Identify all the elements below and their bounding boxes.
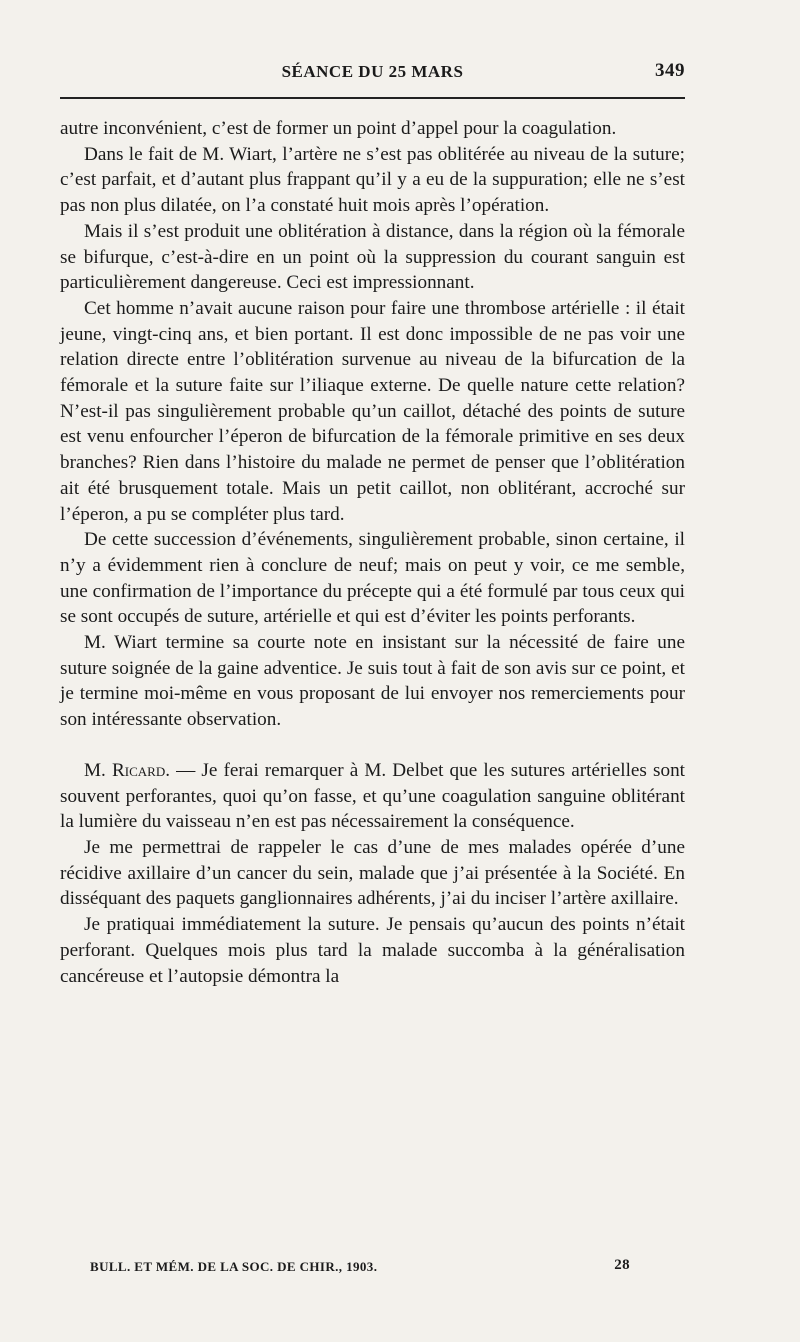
page-footer xyxy=(90,1255,630,1279)
header-title: SÉANCE DU 25 MARS xyxy=(281,62,464,81)
ricard-text: . — Je ferai remarquer à M. Delbet que les sutures artérielles sont souvent perforantes, quoi qu’on fasse, et qu’une coagulation sanguine oblitérant la lumière du vaisseau n’en est pas nécessairement la conséquence. xyxy=(60,759,685,833)
speaker-prefix: M. xyxy=(84,759,112,781)
paragraph: M. Wiart termine sa courte note en insistant sur la nécessité de faire une suture soignée de la gaine adventice. Je suis tout à fait de son avis sur ce point, et je termine moi-même en vous proposant de lui envoyer nos remerciements pour son intéressante observation. xyxy=(60,632,685,731)
paragraph: De cette succession d’événements, singulièrement probable, sinon certaine, il n’y a évidemment rien à conclure de neuf; mais on peut y voir, ce me semble, une confirmation de l’importance du précepte qui a été formulé par tous ceux qui se sont occupés de suture, artérielle et qui est d’éviter les points perforants. xyxy=(60,529,685,628)
paragraph: autre inconvénient, c’est de former un point d’appel pour la coagulation. xyxy=(60,118,617,139)
ricard-paragraph xyxy=(60,758,685,835)
body-text xyxy=(60,116,685,989)
paragraph: Mais il s’est produit une oblitération à distance, dans la région où la fémorale se bifurque, c’est-à-dire en un point où la suppression du courant sanguin est particulièrement dangereuse. Ceci est impressionnant. xyxy=(60,220,685,294)
paragraph: Dans le fait de M. Wiart, l’artère ne s’est pas oblitérée au niveau de la suture; c’est parfait, et d’autant plus frappant qu’il y a eu de la suppuration; elle ne s’est pas non plus dilatée, on l’a constaté huit mois après l’opération. xyxy=(60,143,685,217)
footer-journal: BULL. ET MÉM. DE LA SOC. DE CHIR., 1903. xyxy=(90,1259,378,1274)
header-rule xyxy=(60,97,685,99)
paragraph: Je pratiquai immédiatement la suture. Je pensais qu’aucun des points n’était perforant. Quelques mois plus tard la malade succomba à la généralisation cancéreuse et l’autopsie démontra la xyxy=(60,914,685,987)
page-number: 349 xyxy=(655,60,685,81)
paragraph: Je me permettrai de rappeler le cas d’une de mes malades opérée d’une récidive axillaire d’un cancer du sein, malade que j’ai présentée à la Société. En disséquant des paquets ganglionnaires adhérents, j’ai du inciser l’artère axillaire. xyxy=(60,836,685,910)
paragraph: Cet homme n’avait aucune raison pour faire une thrombose artérielle : il était jeune, vingt-cinq ans, et bien portant. Il est donc impossible de ne pas voir une relation directe entre l’oblitération survenue au niveau de la bifurcation de la fémorale et la suture faite sur l’iliaque externe. De quelle nature cette relation? N’est-il pas singulièrement probable qu’un caillot, détaché des points de suture est venu enfourcher l’éperon de bifurcation de la fémorale primitive en ses deux branches? Rien dans l’histoire du malade ne permet de penser que l’oblitération ait été brusquement totale. Mais un petit caillot, non oblitérant, accroché sur l’éperon, a pu se compléter plus tard. xyxy=(60,297,685,525)
speaker-name: Ricard xyxy=(111,759,166,781)
running-header xyxy=(60,58,685,88)
footer-signature: 28 xyxy=(614,1257,630,1273)
